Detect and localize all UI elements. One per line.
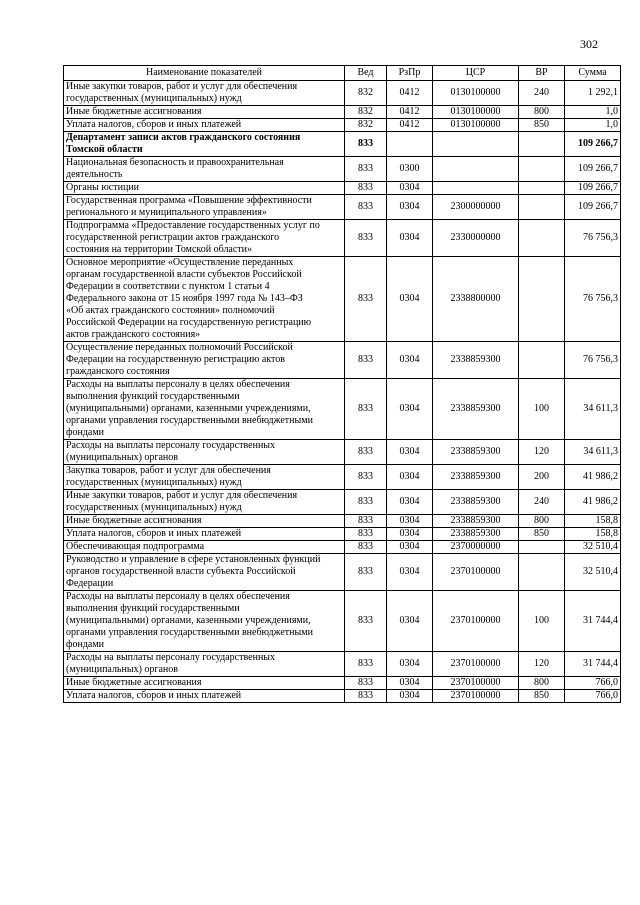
table-body [64,81,621,703]
cell-rzpr: 0304 [387,515,433,528]
table-row [64,652,621,677]
cell-ved: 833 [345,342,387,379]
header-rzpr: РзПр [387,66,433,81]
cell-csr: 2338859300 [433,528,519,541]
cell-sum: 1,0 [565,119,621,132]
cell-name: Осуществление переданных полномочий Российской Федерации на государственную регистрацию актов гражданского состояния [64,342,345,379]
cell-sum: 766,0 [565,677,621,690]
cell-name: Руководство и управление в сфере установленных функций органов государственной власти субъекта Российской Федерации [64,554,345,591]
cell-ved: 833 [345,490,387,515]
cell-vr: 240 [519,490,565,515]
table-row [64,379,621,440]
cell-ved: 833 [345,677,387,690]
cell-rzpr: 0412 [387,119,433,132]
cell-csr: 0130100000 [433,106,519,119]
cell-sum: 41 986,2 [565,465,621,490]
cell-ved: 833 [345,157,387,182]
table-row [64,81,621,106]
header-ved: Вед [345,66,387,81]
header-name: Наименование показателей [64,66,345,81]
cell-csr: 0130100000 [433,119,519,132]
cell-name: Государственная программа «Повышение эффективности регионального и муниципального управления» [64,195,345,220]
cell-csr: 2370100000 [433,690,519,703]
cell-vr: 800 [519,106,565,119]
cell-csr: 2370100000 [433,591,519,652]
cell-csr [433,132,519,157]
cell-sum: 109 266,7 [565,157,621,182]
header-sum: Сумма [565,66,621,81]
budget-table [63,65,621,703]
cell-csr: 2370000000 [433,541,519,554]
cell-name: Департамент записи актов гражданского состояния Томской области [64,132,345,157]
cell-name: Подпрограмма «Предоставление государственных услуг по государственной регистрации актов гражданского состояния на территории Томской области» [64,220,345,257]
cell-sum: 109 266,7 [565,182,621,195]
cell-ved: 833 [345,515,387,528]
cell-name: Обеспечивающая подпрограмма [64,541,345,554]
cell-ved: 833 [345,554,387,591]
cell-sum: 766,0 [565,690,621,703]
cell-vr [519,195,565,220]
cell-name: Иные бюджетные ассигнования [64,515,345,528]
table-row [64,591,621,652]
table-row [64,490,621,515]
cell-ved: 833 [345,652,387,677]
cell-rzpr: 0304 [387,257,433,342]
cell-rzpr: 0304 [387,182,433,195]
header-vr: ВР [519,66,565,81]
cell-rzpr: 0304 [387,465,433,490]
cell-name: Уплата налогов, сборов и иных платежей [64,119,345,132]
cell-sum: 1 292,1 [565,81,621,106]
table-row [64,690,621,703]
cell-sum: 76 756,3 [565,220,621,257]
table-row [64,440,621,465]
cell-rzpr: 0304 [387,591,433,652]
cell-vr: 800 [519,515,565,528]
cell-ved: 833 [345,541,387,554]
cell-sum: 41 986,2 [565,490,621,515]
cell-vr: 850 [519,119,565,132]
cell-csr: 2338859300 [433,379,519,440]
table-row [64,515,621,528]
cell-vr [519,220,565,257]
table-row [64,257,621,342]
cell-rzpr [387,132,433,157]
cell-sum: 109 266,7 [565,195,621,220]
cell-name: Расходы на выплаты персоналу государственных (муниципальных) органов [64,652,345,677]
cell-rzpr: 0304 [387,528,433,541]
cell-rzpr: 0304 [387,652,433,677]
cell-vr: 120 [519,652,565,677]
cell-ved: 833 [345,379,387,440]
cell-rzpr: 0304 [387,690,433,703]
cell-name: Иные бюджетные ассигнования [64,106,345,119]
cell-vr [519,157,565,182]
cell-vr: 100 [519,379,565,440]
cell-sum: 76 756,3 [565,257,621,342]
cell-ved: 832 [345,81,387,106]
cell-csr: 2300000000 [433,195,519,220]
cell-name: Закупка товаров, работ и услуг для обеспечения государственных (муниципальных) нужд [64,465,345,490]
cell-vr [519,541,565,554]
cell-ved: 833 [345,465,387,490]
cell-vr: 100 [519,591,565,652]
cell-name: Иные закупки товаров, работ и услуг для обеспечения государственных (муниципальных) нужд [64,490,345,515]
table-row [64,342,621,379]
cell-vr: 850 [519,690,565,703]
cell-sum: 34 611,3 [565,379,621,440]
cell-ved: 832 [345,119,387,132]
cell-name: Уплата налогов, сборов и иных платежей [64,528,345,541]
cell-sum: 32 510,4 [565,554,621,591]
cell-sum: 1,0 [565,106,621,119]
cell-csr: 2370100000 [433,677,519,690]
cell-ved: 833 [345,528,387,541]
cell-name: Иные закупки товаров, работ и услуг для обеспечения государственных (муниципальных) нужд [64,81,345,106]
cell-csr [433,157,519,182]
table-row [64,220,621,257]
cell-rzpr: 0412 [387,106,433,119]
cell-vr: 120 [519,440,565,465]
cell-rzpr: 0304 [387,220,433,257]
cell-csr: 2338800000 [433,257,519,342]
cell-ved: 833 [345,690,387,703]
cell-ved: 832 [345,106,387,119]
cell-vr [519,342,565,379]
cell-vr [519,554,565,591]
cell-ved: 833 [345,220,387,257]
cell-name: Национальная безопасность и правоохранительная деятельность [64,157,345,182]
table-row [64,106,621,119]
cell-vr: 800 [519,677,565,690]
cell-rzpr: 0300 [387,157,433,182]
cell-rzpr: 0304 [387,541,433,554]
cell-sum: 76 756,3 [565,342,621,379]
cell-ved: 833 [345,195,387,220]
table-row [64,182,621,195]
cell-sum: 158,8 [565,528,621,541]
table-row [64,554,621,591]
cell-vr [519,257,565,342]
cell-vr [519,132,565,157]
cell-csr: 2338859300 [433,515,519,528]
cell-name: Расходы на выплаты персоналу государственных (муниципальных) органов [64,440,345,465]
cell-vr [519,182,565,195]
cell-name: Уплата налогов, сборов и иных платежей [64,690,345,703]
cell-csr: 2338859300 [433,440,519,465]
cell-rzpr: 0304 [387,677,433,690]
cell-csr: 2338859300 [433,490,519,515]
cell-ved: 833 [345,257,387,342]
cell-sum: 34 611,3 [565,440,621,465]
cell-rzpr: 0304 [387,554,433,591]
table-row [64,465,621,490]
cell-vr: 240 [519,81,565,106]
cell-name: Органы юстиции [64,182,345,195]
cell-sum: 31 744,4 [565,591,621,652]
table-row [64,195,621,220]
table-row [64,132,621,157]
cell-csr: 2330000000 [433,220,519,257]
cell-sum: 32 510,4 [565,541,621,554]
table-row [64,119,621,132]
cell-csr: 2370100000 [433,554,519,591]
cell-name: Иные бюджетные ассигнования [64,677,345,690]
cell-csr [433,182,519,195]
cell-name: Расходы на выплаты персоналу в целях обеспечения выполнения функций государственными (муниципальными) органами, казенными учреждениями, органами управления государственными внебюджетными фондами [64,379,345,440]
header-csr: ЦСР [433,66,519,81]
page-number: 302 [580,37,598,51]
cell-rzpr: 0304 [387,490,433,515]
cell-csr: 0130100000 [433,81,519,106]
cell-rzpr: 0304 [387,379,433,440]
table-row [64,157,621,182]
cell-rzpr: 0304 [387,195,433,220]
cell-sum: 31 744,4 [565,652,621,677]
table-row [64,677,621,690]
cell-vr: 850 [519,528,565,541]
cell-csr: 2338859300 [433,465,519,490]
table-row [64,541,621,554]
cell-sum: 158,8 [565,515,621,528]
cell-name: Расходы на выплаты персоналу в целях обеспечения выполнения функций государственными (муниципальными) органами, казенными учреждениями, органами управления государственными внебюджетными фондами [64,591,345,652]
cell-rzpr: 0304 [387,440,433,465]
cell-name: Основное мероприятие «Осуществление переданных органам государственной власти субъектов Российской Федерации в соответствии с пунктом 1 статьи 4 Федерального закона от 15 ноября 1997 года № 143–ФЗ «Об актах гражданского состояния» полномочий Российской Федерации на государственную регистрацию актов гражданского состояния» [64,257,345,342]
table-row [64,528,621,541]
cell-csr: 2370100000 [433,652,519,677]
cell-ved: 833 [345,591,387,652]
cell-rzpr: 0412 [387,81,433,106]
cell-vr: 200 [519,465,565,490]
cell-csr: 2338859300 [433,342,519,379]
cell-sum: 109 266,7 [565,132,621,157]
cell-ved: 833 [345,440,387,465]
cell-ved: 833 [345,132,387,157]
cell-rzpr: 0304 [387,342,433,379]
table-header-row [64,66,621,81]
cell-ved: 833 [345,182,387,195]
